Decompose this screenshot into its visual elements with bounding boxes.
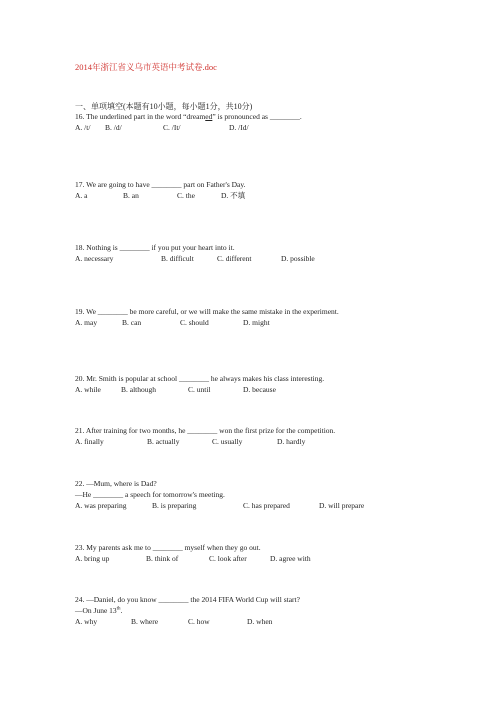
option-c: C. usually (212, 437, 243, 446)
option-b: B. where (131, 617, 159, 626)
question-options (75, 436, 335, 447)
option-b: B. although (121, 385, 156, 394)
option-c: C. has prepared (243, 501, 290, 510)
question-23 (75, 542, 311, 564)
option-d: D. hardly (277, 437, 306, 446)
question-options (75, 122, 302, 133)
option-b: B. /d/ (105, 123, 122, 132)
option-b: B. can (122, 318, 142, 327)
question-options (75, 616, 300, 627)
option-a: A. may (75, 318, 98, 327)
option-a: A. bring up (75, 554, 110, 563)
option-d: D. agree with (270, 554, 311, 563)
option-b: B. an (123, 191, 139, 200)
reply-text: —On June 13 (75, 606, 117, 615)
section-heading: 一、单项填空(本题有10小题，每小题1分，共10分) (75, 102, 253, 111)
option-a: A. was preparing (75, 501, 127, 510)
option-d: D. when (247, 617, 273, 626)
question-stem: 17. We are going to have ________ part on Father's Day. (75, 180, 246, 189)
option-b: B. difficult (161, 254, 194, 263)
question-stem: 24. —Daniel, do you know ________ the 2014 FIFA World Cup will start? (75, 595, 300, 604)
option-b: B. actually (147, 437, 180, 446)
question-16 (75, 111, 302, 133)
option-c: C. how (188, 617, 210, 626)
question-19 (75, 306, 339, 328)
question-18 (75, 242, 315, 264)
question-options (75, 500, 365, 511)
question-22 (75, 478, 365, 511)
question-stem-reply: —He ________ a speech for tomorrow's meeting. (75, 490, 225, 499)
option-c: C. look after (209, 554, 247, 563)
question-stem: 21. After training for two months, he ________ won the first prize for the competition. (75, 426, 336, 435)
document-title: 2014年浙江省义乌市英语中考试卷.doc (75, 62, 217, 72)
option-c: C. the (177, 191, 195, 200)
question-stem: 18. Nothing is ________ if you put your heart into it. (75, 243, 235, 252)
question-options (75, 190, 246, 201)
option-b: B. think of (146, 554, 179, 563)
option-a: A. a (75, 191, 88, 200)
reply-end: . (120, 606, 123, 615)
option-d: D. 不填 (221, 191, 246, 200)
option-c: C. /It/ (163, 123, 181, 132)
option-b: B. is preparing (152, 501, 197, 510)
option-a: A. necessary (75, 254, 114, 263)
question-stem: 16. The underlined part in the word “dreamed” is pronounced as ________. (75, 112, 302, 121)
question-stem: 22. —Mum, where is Dad? (75, 479, 157, 488)
option-d: D. might (243, 318, 270, 327)
option-a: A. why (75, 617, 98, 626)
question-stem: 20. Mr. Smith is popular at school ________ he always makes his class interesting. (75, 374, 325, 383)
option-a: A. while (75, 385, 101, 394)
question-17 (75, 179, 246, 201)
reply-superscript: th (116, 606, 121, 612)
question-stem: 23. My parents ask me to ________ myself when they go out. (75, 543, 261, 552)
option-c: C. different (217, 254, 252, 263)
option-d: D. /Id/ (229, 123, 249, 132)
option-d: D. will prepare (319, 501, 365, 510)
option-d: D. because (243, 385, 276, 394)
question-stem: 19. We ________ be more careful, or we will make the same mistake in the experiment. (75, 307, 339, 316)
question-options (75, 553, 311, 564)
option-a: A. finally (75, 437, 104, 446)
question-stem-reply (75, 605, 300, 616)
question-20 (75, 373, 324, 395)
question-options (75, 253, 315, 264)
option-c: C. until (188, 385, 211, 394)
question-options (75, 384, 324, 395)
question-24 (75, 594, 300, 627)
option-c: C. should (180, 318, 209, 327)
option-a: A. /t/ (75, 123, 91, 132)
question-21 (75, 425, 335, 447)
question-options (75, 317, 339, 328)
option-d: D. possible (281, 254, 315, 263)
